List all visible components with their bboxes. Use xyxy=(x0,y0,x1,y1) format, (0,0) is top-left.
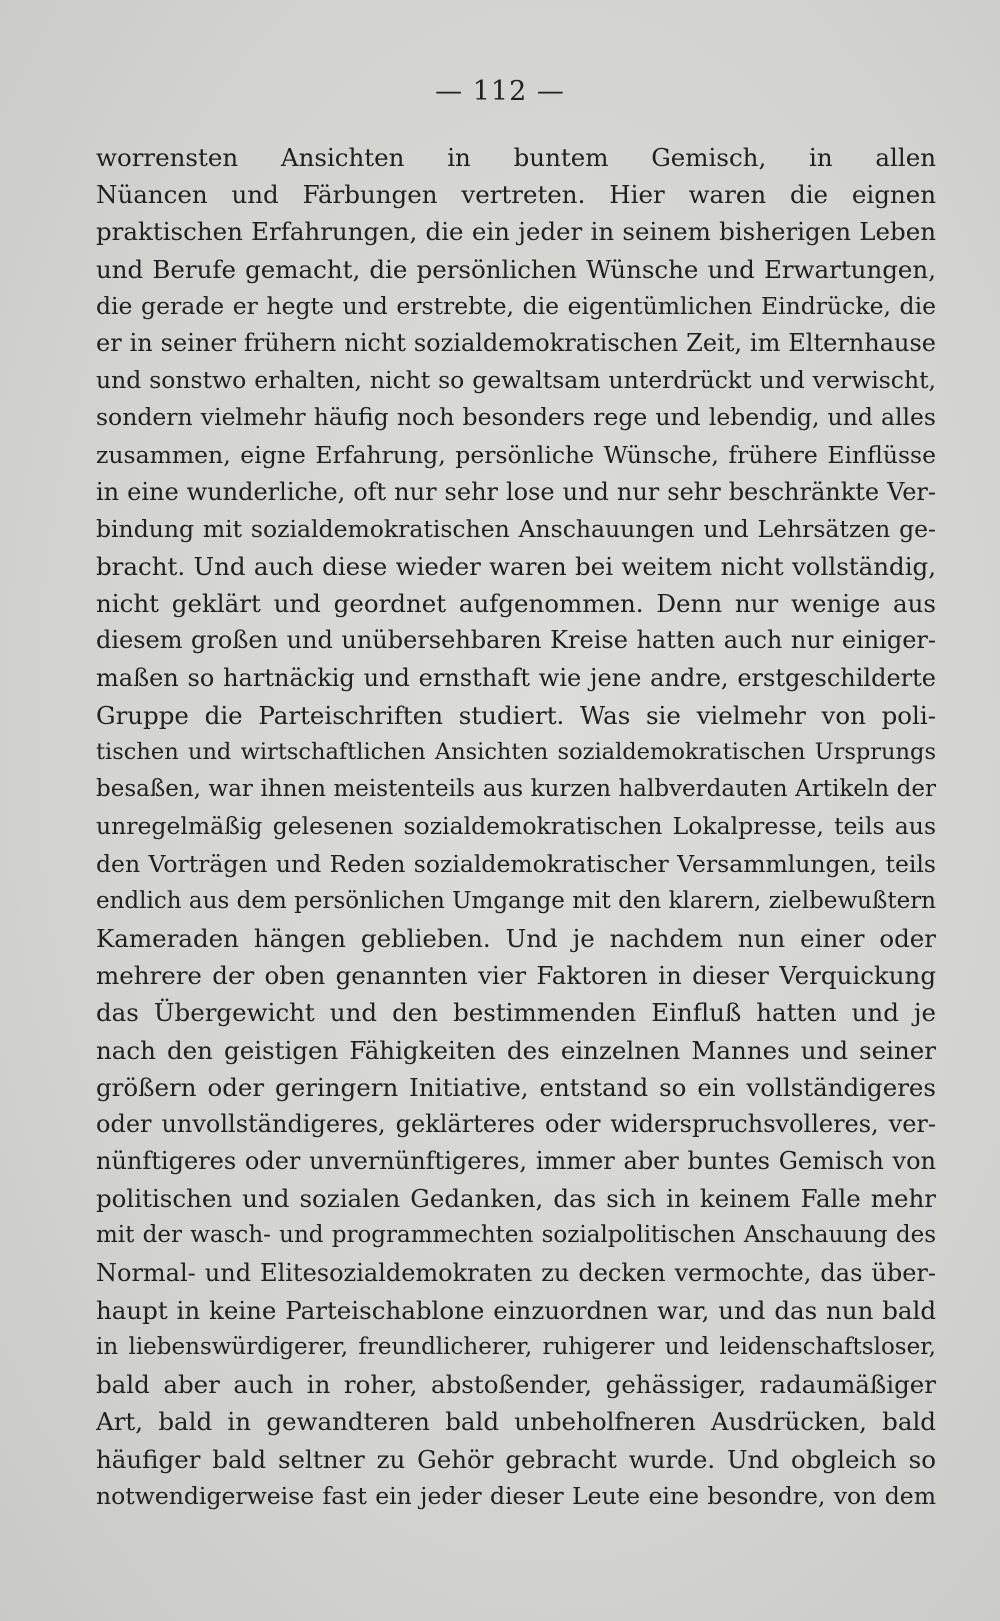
text-line: in eine wunderliche, oft nur sehr lose und nur sehr beschränkte Ver- xyxy=(96,477,936,506)
text-line: Gruppe die Parteischriften studiert. Was sie vielmehr von poli- xyxy=(96,700,936,730)
text-line: bald aber auch in roher, abstoßender, gehässiger, radaumäßiger xyxy=(96,1370,936,1400)
body-text xyxy=(96,139,936,1515)
text-line: häufiger bald seltner zu Gehör gebracht wurde. Und obgleich so xyxy=(96,1444,936,1474)
text-line: notwendigerweise fast ein jeder dieser Leute eine besondre, von dem xyxy=(96,1481,936,1510)
text-line: tischen und wirtschaftlichen Ansichten sozialdemokratischen Ursprungs xyxy=(96,739,936,765)
text-line: endlich aus dem persönlichen Umgange mit den klarern, zielbewußtern xyxy=(96,887,936,914)
text-line: praktischen Erfahrungen, die ein jeder in seinem bisherigen Leben xyxy=(96,217,936,247)
text-line: und sonstwo erhalten, nicht so gewaltsam unterdrückt und verwischt, xyxy=(96,366,936,395)
text-line: den Vorträgen und Reden sozialdemokratischer Versammlungen, teils xyxy=(96,849,936,878)
text-line: er in seiner frühern nicht sozialdemokratischen Zeit, im Elternhause xyxy=(96,328,936,357)
text-line: Normal- und Elitesozialdemokraten zu decken vermochte, das über- xyxy=(96,1258,936,1287)
text-line: politischen und sozialen Gedanken, das sich in keinem Falle mehr xyxy=(96,1184,936,1214)
text-line: in liebenswürdigerer, freundlicherer, ruhigerer und leidenschaftsloser, xyxy=(96,1334,936,1360)
text-line: nach den geistigen Fähigkeiten des einzelnen Mannes und seiner xyxy=(96,1035,936,1065)
text-line: haupt in keine Parteischablone einzuordnen war, und das nun bald xyxy=(96,1295,936,1325)
page-number: — 112 — xyxy=(435,76,565,107)
text-line: oder unvollständigeres, geklärteres oder widerspruchsvolleres, ver- xyxy=(96,1109,936,1138)
text-line: mehrere der oben genannten vier Faktoren in dieser Verquickung xyxy=(96,961,936,991)
text-line: größern oder geringern Initiative, entstand so ein vollständigeres xyxy=(96,1072,936,1102)
text-line: nünftigeres oder unvernünftigeres, immer aber buntes Gemisch von xyxy=(96,1147,936,1176)
text-line: besaßen, war ihnen meistenteils aus kurzen halbverdauten Artikeln der xyxy=(96,776,936,803)
text-line: diesem großen und unübersehbaren Kreise hatten auch nur einiger- xyxy=(96,626,936,655)
text-line: worrensten Ansichten in buntem Gemisch, in allen xyxy=(96,143,936,172)
text-line: bracht. Und auch diese wieder waren bei weitem nicht vollständig, xyxy=(96,552,936,582)
text-line: und Berufe gemacht, die persönlichen Wünsche und Erwartungen, xyxy=(96,254,936,284)
text-line: die gerade er hegte und erstrebte, die eigentümlichen Eindrücke, die xyxy=(96,291,936,320)
text-line: unregelmäßig gelesenen sozialdemokratischen Lokalpresse, teils aus xyxy=(96,812,936,841)
text-line: Art, bald in gewandteren bald unbeholfneren Ausdrücken, bald xyxy=(96,1407,936,1437)
text-line: sondern vielmehr häufig noch besonders rege und lebendig, und alles xyxy=(96,403,936,432)
text-line: Kameraden hängen geblieben. Und je nachdem nun einer oder xyxy=(96,923,936,953)
text-line: maßen so hartnäckig und ernsthaft wie jene andre, erstgeschilderte xyxy=(96,663,936,692)
text-line: bindung mit sozialdemokratischen Anschauungen und Lehrsätzen ge- xyxy=(96,514,936,543)
text-line: nicht geklärt und geordnet aufgenommen. Denn nur wenige aus xyxy=(96,589,936,619)
text-line: zusammen, eigne Erfahrung, persönliche Wünsche, frühere Einflüsse xyxy=(96,440,936,469)
text-line: Nüancen und Färbungen vertreten. Hier waren die eignen xyxy=(96,180,936,210)
text-line: mit der wasch- und programmechten sozialpolitischen Anschauung des xyxy=(96,1222,936,1249)
text-line: das Übergewicht und den bestimmenden Einfluß hatten und je xyxy=(96,998,936,1028)
